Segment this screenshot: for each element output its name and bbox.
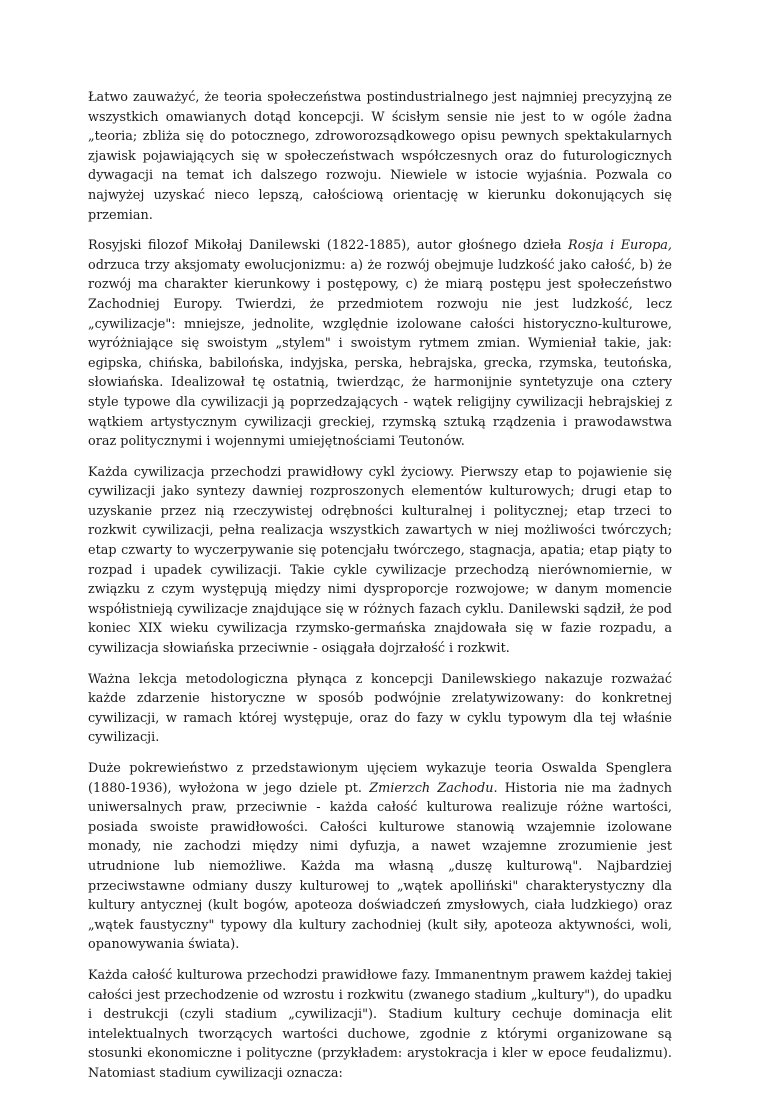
paragraph-text: Każda całość kulturowa przechodzi prawidłowe fazy. Immanentnym prawem każdej takiej całości jest przechodzenie od wzrostu i rozkwitu (zwanego stadium „kultury"), do upadku i destrukcji (czyli stadium „cywilizacji"). Stadium kultury cechuje dominacja elit intelektualnych tworzących wartości duchowe, zgodnie z którymi organizowane są stosunki ekonomiczne i polityczne (przykładem: arystokracja i kler w epoce feudalizmu). Natomiast stadium cywilizacji oznacza: [88,967,672,1081]
paragraph-text: Duże pokrewieństwo z przedstawionym ujęciem wykazuje teoria Oswalda Spenglera (1880-1936), wyłożona w jego dziele pt. [88,761,672,796]
paragraph-text: Historia nie ma żadnych uniwersalnych praw, przeciwnie - każda całość kulturowa realizuje różne wartości, posiada swoiste prawidłowości. Całości kulturowe stanowią wzajemnie izolowane monady, nie zachodzi między nimi dyfuzja, a nawet wzajemne zrozumienie jest utrudnione lub niemożliwe. Każda ma własną „duszę kulturową". Najbardziej przeciwstawne odmiany duszy kulturowej to „wątek apolliński" charakterystyczny dla kultury antycznej (kult bogów, apoteoza doświadczeń zmysłowych, ciała ludzkiego) oraz „wątek faustyczny" typowy dla kultury zachodniej (kult siły, apoteoza aktywności, woli, opanowywania świata). [88,780,672,953]
paragraph-text: Każda cywilizacja przechodzi prawidłowy cykl życiowy. Pierwszy etap to pojawienie się cywilizacji jako syntezy dawniej rozproszonych elementów kulturowych; drugi etap to uzyskanie przez nią rzeczywistej odrębności kulturalnej i politycznej; etap trzeci to rozkwit cywilizacji, pełna realizacja wszystkich zawartych w niej możliwości twórczych; etap czwarty to wyczerpywanie się potencjału twórczego, stagnacja, apatia; etap piąty to rozpad i upadek cywilizacji. Takie cykle cywilizacje przechodzą nierównomiernie, w związku z czym występują między nimi dysproporcje rozwojowe; w danym momencie współistnieją cywilizacje znajdujące się w różnych fazach cyklu. Danilewski sądził, że pod koniec XIX wieku cywilizacja rzymsko-germańska znajdowała się w fazie rozpadu, a cywilizacja słowiańska przeciwnie - osiągała dojrzałość i rozkwit. [88,464,672,657]
book-title-rosja-i-europa: Rosja i Europa, [568,238,672,254]
document-page [88,88,672,1095]
paragraph-culture-phases [88,966,672,1084]
book-title-zmierzch-zachodu: Zmierzch Zachodu. [369,780,498,796]
paragraph-danilewski [88,236,672,452]
paragraph-text: Rosyjski filozof Mikołaj Danilewski (1822-1885), autor głośnego dzieła [88,238,569,254]
paragraph-methodological-lesson [88,670,672,748]
paragraph-text: Łatwo zauważyć, że teoria społeczeństwa postindustrialnego jest najmniej precyzyjną ze wszystkich omawianych dotąd koncepcji. W ścisłym sensie nie jest to w ogóle żadna „teoria; zbliża się do potocznego, zdroworozsądkowego opisu pewnych spektakularnych zjawisk pojawiających się w społeczeństwach współczesnych oraz do futurologicznych dywagacji na temat ich dalszego rozwoju. Niewiele w istocie wyjaśnia. Pozwala co najwyżej uzyskać nieco lepszą, całościową orientację w kierunku dokonujących się przemian. [88,90,672,223]
paragraph-civilization-cycle [88,463,672,659]
paragraph-text: Ważna lekcja metodologiczna płynąca z koncepcji Danilewskiego nakazuje rozważać każde zdarzenie historyczne w sposób podwójnie zrelatywizowany: do konkretnej cywilizacji, w ramach której występuje, oraz do fazy w cyklu typowym dla tej właśnie cywilizacji. [88,671,672,746]
paragraph-text: odrzuca trzy aksjomaty ewolucjonizmu: a) że rozwój obejmuje ludzkość jako całość, b) że rozwój ma charakter kierunkowy i postępowy, c) że miarą postępu jest społeczeństwo Zachodniej Europy. Twierdzi, że przedmiotem rozwoju nie jest ludzkość, lecz „cywilizacje": mniejsze, jednolite, względnie izolowane całości historyczno-kulturowe, wyróżniające się swoistym „stylem" i swoistym rytmem zmian. Wymieniał takie, jak: egipska, chińska, babilońska, indyjska, perska, hebrajska, grecka, rzymska, teutońska, słowiańska. Idealizował tę ostatnią, twierdząc, że harmonijnie syntetyzuje ona cztery style typowe dla cywilizacji ją poprzedzających - wątek religijny cywilizacji hebrajskiej z wątkiem artystycznym cywilizacji greckiej, rzymską sztuką rządzenia i prawodawstwa oraz politycznymi i wojennymi umiejętnościami Teutonów. [88,257,672,450]
paragraph-postindustrial [88,88,672,225]
paragraph-spengler [88,759,672,955]
